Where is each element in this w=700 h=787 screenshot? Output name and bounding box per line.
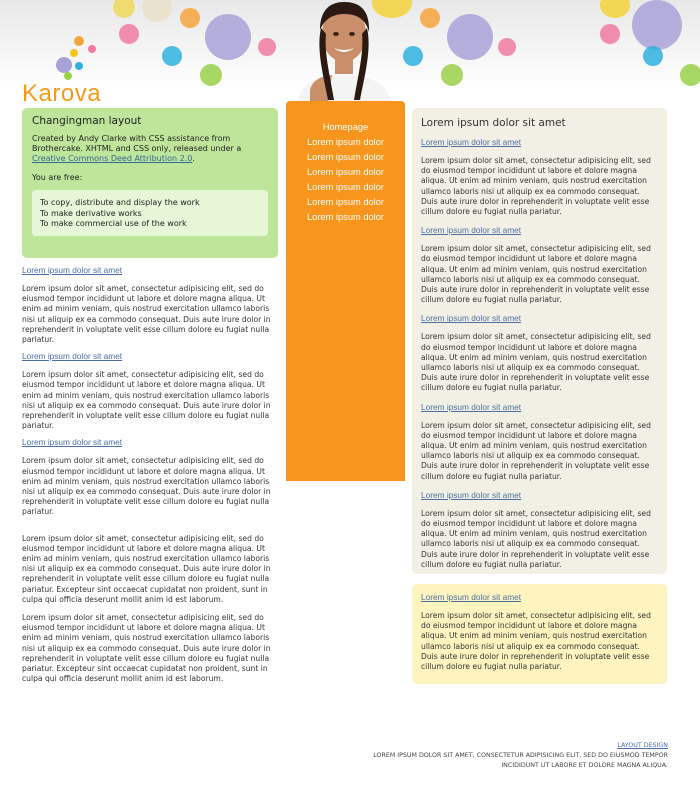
layout-design-link[interactable]: LAYOUT DESIGN (617, 742, 668, 749)
license-info-box (22, 108, 278, 258)
sidebar-title: Lorem ipsum dolor sit amet (421, 117, 566, 129)
nav-item[interactable]: Lorem ipsum dolor (307, 212, 384, 222)
credit-prefix: Created by Andy Clarke with CSS assistance from Brothercake. XHTML and CSS only, released under a (32, 134, 242, 153)
article-paragraph: Lorem ipsum dolor sit amet, consectetur adipisicing elit, sed do eiusmod tempor incididunt ut labore et dolore magna aliqua. Ut enim ad minim veniam, quis nostrud exercitation ullamco laboris nisi ut aliquip ex ea commodo consequat. Duis aute irure dolor in reprehenderit in voluptate velit esse cillum dolore eu fugiat nulla pariatur. Excepteur sint occaecat cupidatat non proident, sunt in culpa qui officia deserunt mollit anim id est laborum. (22, 613, 271, 684)
article-paragraph: Lorem ipsum dolor sit amet, consectetur adipisicing elit, sed do eiusmod tempor incididunt ut labore et dolore magna aliqua. Ut enim ad minim veniam, quis nostrud exercitation ullamco laboris nisi ut aliquip ex ea commodo consequat. Duis aute irure dolor in reprehenderit in voluptate velit esse cillum dolore eu fugiat nulla pariatur. (22, 456, 271, 517)
right-item: To copy, distribute and display the work (40, 198, 200, 207)
highlight-link[interactable]: Lorem ipsum dolor sit amet (421, 592, 522, 602)
sidebar-link[interactable]: Lorem ipsum dolor sit amet (421, 401, 522, 412)
left-column (22, 265, 280, 691)
info-title: Changingman layout (32, 115, 142, 127)
credit-text (32, 134, 268, 164)
right-item: To make commercial use of the work (40, 219, 187, 228)
sidebar-paragraph: Lorem ipsum dolor sit amet, consectetur adipisicing elit, sed do eiusmod tempor incididunt ut labore et dolore magna aliqua. Ut enim ad minim veniam, quis nostrud exercitation ullamco laboris nisi ut aliquip ex ea commodo consequat. Duis aute irure dolor in reprehenderit in voluptate velit esse cillum dolore eu fugiat nulla pariatur. (421, 332, 651, 393)
sidebar-link[interactable]: Lorem ipsum dolor sit amet (421, 225, 522, 236)
credit-suffix: . (192, 154, 195, 163)
nav-item[interactable]: Lorem ipsum dolor (307, 152, 384, 162)
nav-item[interactable]: Lorem ipsum dolor (307, 197, 384, 207)
sidebar-link[interactable]: Lorem ipsum dolor sit amet (421, 313, 522, 324)
right-sidebar (412, 108, 667, 574)
article-paragraph: Lorem ipsum dolor sit amet, consectetur adipisicing elit, sed do eiusmod tempor incididunt ut labore et dolore magna aliqua. Ut enim ad minim veniam, quis nostrud exercitation ullamco laboris nisi ut aliquip ex ea commodo consequat. Duis aute irure dolor in reprehenderit in voluptate velit esse cillum dolore eu fugiat nulla pariatur. Excepteur sint occaecat cupidatat non proident, sunt in culpa qui officia deserunt mollit anim id est laborum. (22, 533, 271, 604)
footer (368, 741, 668, 771)
nav-item[interactable]: Lorem ipsum dolor (307, 167, 384, 177)
article-link[interactable]: Lorem ipsum dolor sit amet (22, 265, 123, 275)
sidebar-paragraph: Lorem ipsum dolor sit amet, consectetur adipisicing elit, sed do eiusmod tempor incididunt ut labore et dolore magna aliqua. Ut enim ad minim veniam, quis nostrud exercitation ullamco laboris nisi ut aliquip ex ea commodo consequat. Duis aute irure dolor in reprehenderit in voluptate velit esse cillum dolore eu fugiat nulla pariatur. (421, 508, 651, 569)
article-link[interactable]: Lorem ipsum dolor sit amet (22, 351, 123, 362)
nav-item[interactable]: Lorem ipsum dolor (307, 182, 384, 192)
sidebar-link[interactable]: Lorem ipsum dolor sit amet (421, 137, 522, 147)
article-paragraph: Lorem ipsum dolor sit amet, consectetur adipisicing elit, sed do eiusmod tempor incididunt ut labore et dolore magna aliqua. Ut enim ad minim veniam, quis nostrud exercitation ullamco laboris nisi ut aliquip ex ea commodo consequat. Duis aute irure dolor in reprehenderit in voluptate velit esse cillum dolore eu fugiat nulla pariatur. (22, 284, 271, 345)
model-photo (288, 0, 400, 102)
footer-text: LOREM IPSUM DOLOR SIT AMET, CONSECTETUR ADIPISICING ELIT, SED DO EIUSMOD TEMPOR INCIDIDUNT UT LABORE ET DOLORE MAGNA ALIQUA. (373, 752, 668, 769)
logo-text: Karova (22, 80, 102, 107)
article-paragraph: Lorem ipsum dolor sit amet, consectetur adipisicing elit, sed do eiusmod tempor incididunt ut labore et dolore magna aliqua. Ut enim ad minim veniam, quis nostrud exercitation ullamco laboris nisi ut aliquip ex ea commodo consequat. Duis aute irure dolor in reprehenderit in voluptate velit esse cillum dolore eu fugiat nulla pariatur. (22, 370, 271, 431)
highlight-box (412, 584, 667, 684)
nav-item[interactable]: Lorem ipsum dolor (307, 137, 384, 147)
article-link[interactable]: Lorem ipsum dolor sit amet (22, 437, 123, 448)
nav-item-homepage[interactable]: Homepage (322, 122, 369, 132)
highlight-paragraph: Lorem ipsum dolor sit amet, consectetur adipisicing elit, sed do eiusmod tempor incididunt ut labore et dolore magna aliqua. Ut enim ad minim veniam, quis nostrud exercitation ullamco laboris nisi ut aliquip ex ea commodo consequat. Duis aute irure dolor in reprehenderit in voluptate velit esse cillum dolore eu fugiat nulla pariatur. (421, 611, 651, 672)
free-label: You are free: (32, 173, 83, 182)
main-navigation (286, 101, 405, 481)
rights-list (32, 190, 268, 236)
license-link[interactable]: Creative Commons Deed Attribution 2.0 (32, 154, 193, 163)
sidebar-link[interactable]: Lorem ipsum dolor sit amet (421, 489, 522, 500)
sidebar-paragraph: Lorem ipsum dolor sit amet, consectetur adipisicing elit, sed do eiusmod tempor incididunt ut labore et dolore magna aliqua. Ut enim ad minim veniam, quis nostrud exercitation ullamco laboris nisi ut aliquip ex ea commodo consequat. Duis aute irure dolor in reprehenderit in voluptate velit esse cillum dolore eu fugiat nulla pariatur. (421, 420, 651, 481)
right-item: To make derivative works (40, 208, 142, 218)
sidebar-paragraph: Lorem ipsum dolor sit amet, consectetur adipisicing elit, sed do eiusmod tempor incididunt ut labore et dolore magna aliqua. Ut enim ad minim veniam, quis nostrud exercitation ullamco laboris nisi ut aliquip ex ea commodo consequat. Duis aute irure dolor in reprehenderit in voluptate velit esse cillum dolore eu fugiat nulla pariatur. (421, 156, 651, 217)
sidebar-paragraph: Lorem ipsum dolor sit amet, consectetur adipisicing elit, sed do eiusmod tempor incididunt ut labore et dolore magna aliqua. Ut enim ad minim veniam, quis nostrud exercitation ullamco laboris nisi ut aliquip ex ea commodo consequat. Duis aute irure dolor in reprehenderit in voluptate velit esse cillum dolore eu fugiat nulla pariatur. (421, 244, 651, 305)
